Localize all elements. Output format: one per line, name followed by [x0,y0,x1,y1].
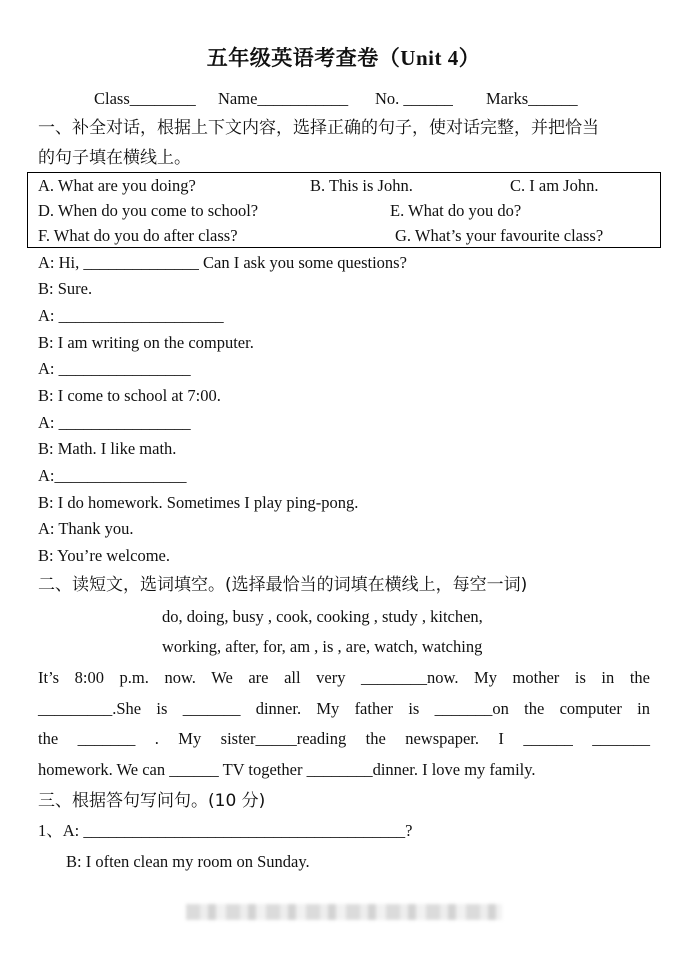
option-d: D. When do you come to school? [38,201,259,220]
option-c: C. I am John. [510,176,599,195]
word-bank-line2: working, after, for, am , is , are, watch, watching [162,637,483,656]
dialogue-line: B: Math. I like math. [38,439,177,458]
page-title [0,44,687,72]
dialogue-line: A: ________________ [38,413,191,432]
class-field: Class________ [94,89,196,108]
question-1-a: 1、A: _______________________________________? [38,821,413,840]
option-e: E. What do you do? [390,201,522,220]
dialogue-line: A: Thank you. [38,519,134,538]
option-b: B. This is John. [310,176,413,195]
section1-heading-line2: 的句子填在横线上。 [38,148,191,168]
marks-field: Marks______ [486,89,578,108]
dialogue-line: B: I come to school at 7:00. [38,386,221,405]
blurred-footer-watermark [186,904,502,920]
passage-line: _________.She is _______ dinner. My father is _______on the computer in [38,699,650,718]
section3-heading: 三、根据答句写问句。(10 分) [38,791,266,811]
section2-heading: 二、读短文，选词填空。(选择最恰当的词填在横线上，每空一词) [38,575,528,595]
word-bank-line1: do, doing, busy , cook, cooking , study , kitchen, [162,607,483,626]
passage-line: homework. We can ______ TV together ________dinner. I love my family. [38,760,536,779]
title-cn: 五年级英语考查卷（ [206,46,401,70]
dialogue-line: B: You’re welcome. [38,546,170,565]
dialogue-line: B: I am writing on the computer. [38,333,254,352]
number-field: No. ______ [375,89,453,108]
name-field: Name___________ [218,89,349,108]
dialogue-line: A:________________ [38,466,187,485]
dialogue-line: B: I do homework. Sometimes I play ping-pong. [38,493,359,512]
dialogue-line: A: ____________________ [38,306,224,325]
passage-line: the _______ . My sister_____reading the newspaper. I ______ _______ [38,729,650,748]
dialogue-line: A: Hi, ______________ Can I ask you some questions? [38,253,407,272]
dialogue-line: B: Sure. [38,279,93,298]
dialogue-line: A: ________________ [38,359,191,378]
title-unit: Unit 4 [400,46,459,70]
option-g: G. What’s your favourite class? [395,226,604,245]
section1-heading-line1: 一、补全对话，根据上下文内容，选择正确的句子，使对话完整，并把恰当 [38,118,599,138]
passage-line: It’s 8:00 p.m. now. We are all very ________now. My mother is in the [38,668,650,687]
question-1-b: B: I often clean my room on Sunday. [66,852,310,871]
title-close: ） [458,46,481,70]
option-f: F. What do you do after class? [38,226,238,245]
option-a: A. What are you doing? [38,176,196,195]
